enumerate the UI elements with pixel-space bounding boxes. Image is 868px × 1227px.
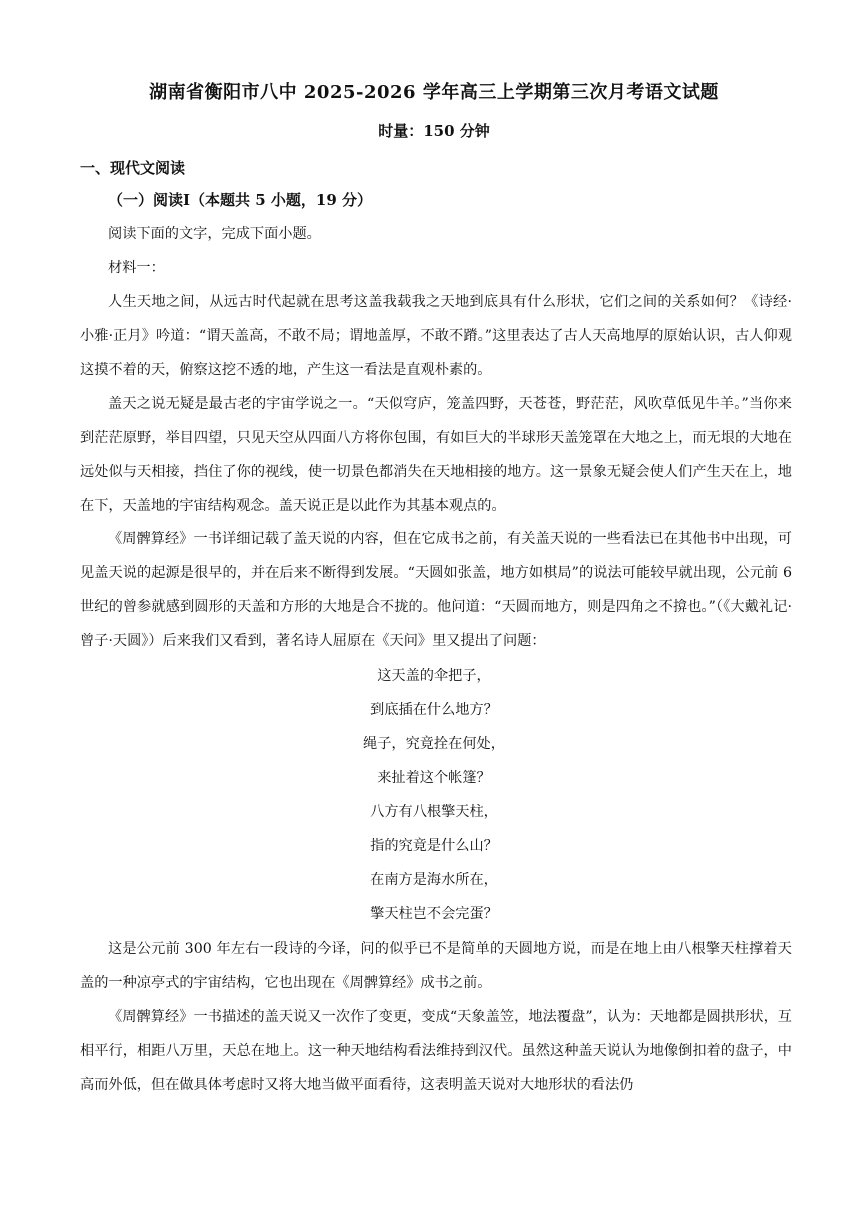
section-heading: 一、现代文阅读 bbox=[80, 159, 186, 177]
instruction-text: 阅读下面的文字，完成下面小题。 bbox=[108, 226, 321, 242]
exam-duration: 时量：150 分钟 bbox=[378, 122, 490, 140]
paragraph-5: 《周髀算经》一书描述的盖天说又一次作了变更，变成“天象盖笠，地法覆盘”，认为：天地都是圆拱形状，互相平行，相距八万里，天总在地上。这一种天地结构看法维持到汉代。虽然这种盖天说认为地像倒扣着的盘子，中高而外低，但在做具体考虑时又将大地当做平面看待，这表明盖天说对大地形状的看法仍 bbox=[80, 1009, 792, 1093]
poem-line: 八方有八根擎天柱， bbox=[370, 804, 498, 820]
poem-line: 来扯着这个帐篷？ bbox=[377, 770, 491, 786]
poem-line: 在南方是海水所在， bbox=[370, 872, 498, 888]
paragraph-4: 这是公元前 300 年左右一段诗的今译，问的似乎已不是简单的天圆地方说，而是在地上由八根擎天柱撑着天盖的一种凉亭式的宇宙结构，它也出现在《周髀算经》成书之前。 bbox=[80, 941, 792, 991]
poem-line: 这天盖的伞把子， bbox=[377, 668, 491, 684]
paragraph-3: 《周髀算经》一书详细记载了盖天说的内容，但在它成书之前，有关盖天说的一些看法已在其他书中出现，可见盖天说的起源是很早的，并在后来不断得到发展。“天圆如张盖，地方如棋局”的说法可能较早就出现，公元前 6 世纪的曾参就感到圆形的天盖和方形的大地是合不拢的。他问道：“天圆而地方，则是四角之不揜也。”（《大戴礼记·曾子·天圆》）后来我们又看到，著名诗人屈原在《天问》里又提出了问题： bbox=[80, 531, 792, 649]
document-title: 湖南省衡阳市八中 2025-2026 学年高三上学期第三次月考语文试题 bbox=[149, 82, 719, 103]
poem-line: 擎天柱岂不会完蛋？ bbox=[370, 906, 498, 922]
paragraph-1: 人生天地之间，从远古时代起就在思考这盖我载我之天地到底具有什么形状，它们之间的关系如何？《诗经·小雅·正月》吟道：“谓天盖高，不敢不局；谓地盖厚，不敢不蹐。”这里表达了古人天高地厚的原始认识，古人仰观这摸不着的天，俯察这挖不透的地，产生这一看法是直观朴素的。 bbox=[80, 294, 792, 378]
poem-line: 到底插在什么地方？ bbox=[370, 702, 498, 718]
poem-line: 绳子，究竟拴在何处， bbox=[363, 736, 505, 752]
paragraph-2: 盖天之说无疑是最古老的宇宙学说之一。“天似穹庐，笼盖四野，天苍苍，野茫茫，风吹草低见牛羊。”当你来到茫茫原野，举目四望，只见天空从四面八方将你包围，有如巨大的半球形天盖笼罩在大地之上，而无垠的大地在远处似与天相接，挡住了你的视线，使一切景色都消失在天地相接的地方。这一景象无疑会使人们产生天在上，地在下，天盖地的宇宙结构观念。盖天说正是以此作为其基本观点的。 bbox=[80, 396, 792, 514]
poem-line: 指的究竟是什么山？ bbox=[370, 838, 498, 854]
subsection-heading: （一）阅读Ⅰ（本题共 5 小题，19 分） bbox=[108, 191, 372, 209]
material-label: 材料一： bbox=[108, 260, 165, 276]
